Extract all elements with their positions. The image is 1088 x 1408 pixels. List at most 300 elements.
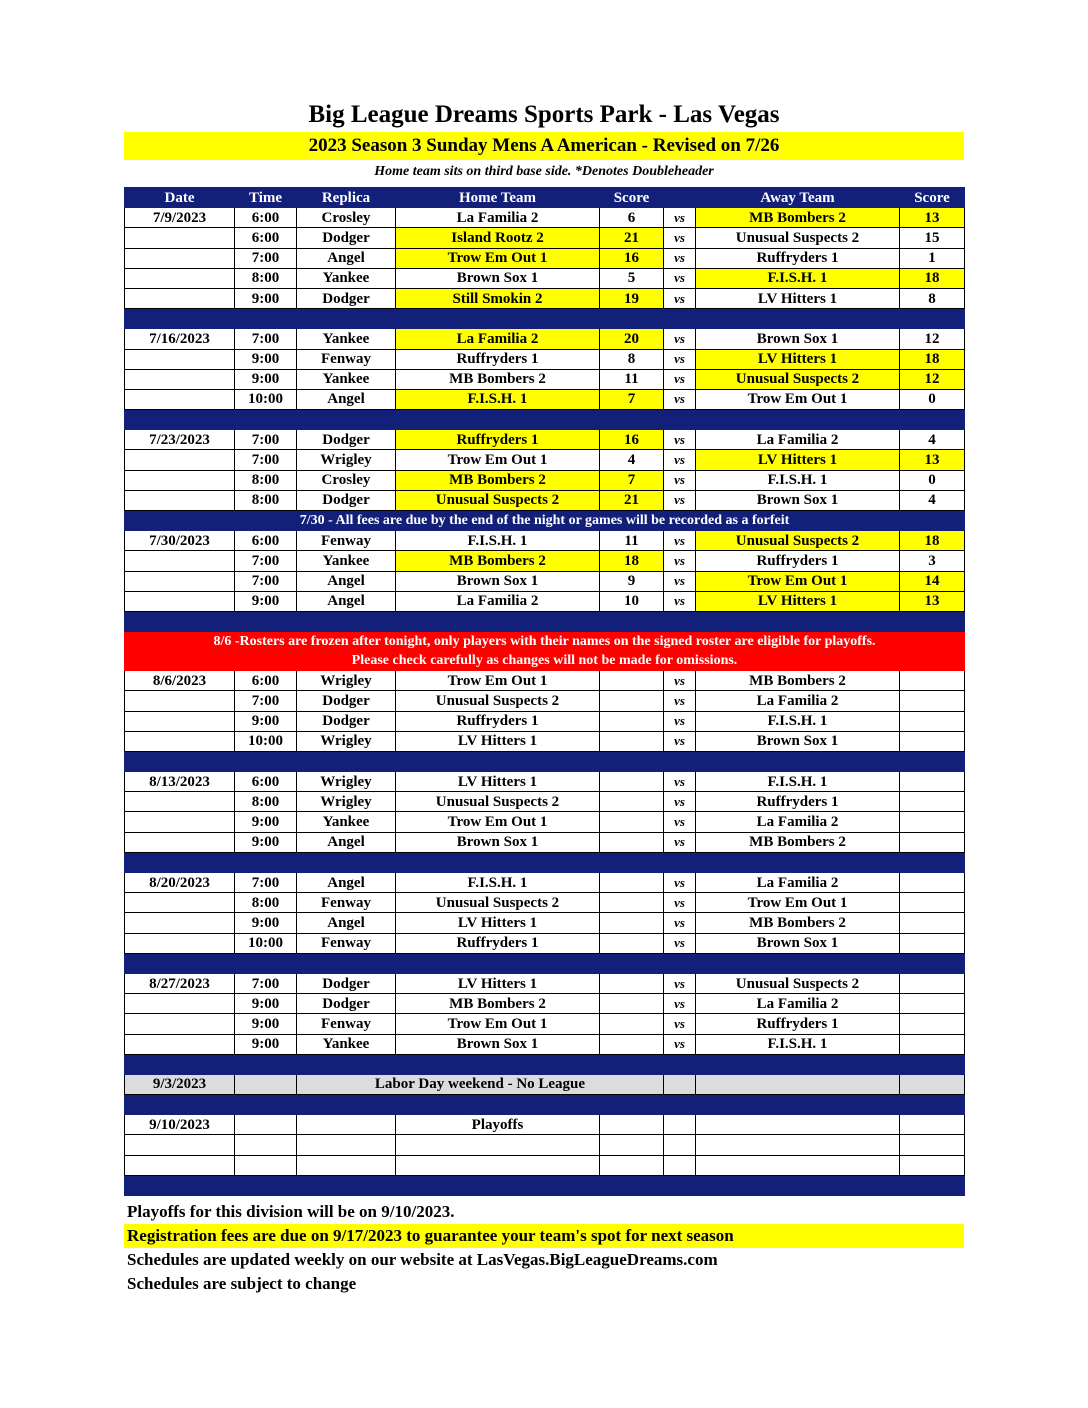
away-team: MB Bombers 2	[696, 913, 900, 933]
season-subtitle: 2023 Season 3 Sunday Mens A American - Revised on 7/26	[124, 132, 964, 160]
separator-cell	[600, 751, 664, 771]
away-score	[900, 1155, 965, 1175]
separator-cell	[235, 1095, 297, 1115]
separator-cell	[600, 1054, 664, 1074]
game-time: 6:00	[235, 671, 297, 691]
separator-cell	[235, 953, 297, 973]
away-team: Ruffryders 1	[696, 248, 900, 268]
holiday-text: Labor Day weekend - No League	[297, 1074, 664, 1094]
table-row	[125, 450, 965, 470]
col-header-away-score: Score	[900, 188, 965, 208]
separator-cell	[664, 852, 696, 872]
away-team: LV Hitters 1	[696, 349, 900, 369]
game-time: 7:00	[235, 571, 297, 591]
away-team: LV Hitters 1	[696, 288, 900, 308]
table-row	[125, 832, 965, 852]
change-note: Schedules are subject to change	[127, 1274, 357, 1293]
table-row	[125, 731, 965, 751]
vs-label: vs	[664, 288, 696, 308]
away-team: F.I.S.H. 1	[696, 1034, 900, 1054]
home-team: MB Bombers 2	[396, 994, 600, 1014]
vs-label: vs	[664, 711, 696, 731]
separator-cell	[900, 1175, 965, 1195]
away-team: F.I.S.H. 1	[696, 470, 900, 490]
game-time: 9:00	[235, 369, 297, 389]
separator-cell	[900, 410, 965, 430]
home-score: 18	[600, 551, 664, 571]
separator-cell	[600, 410, 664, 430]
field-name: Angel	[297, 873, 396, 893]
roster-alert-line-1: 8/6 -Rosters are frozen after tonight, only players with their names on the signed roster are eligible for playoffs.	[213, 634, 876, 650]
separator-cell	[600, 953, 664, 973]
table-row	[125, 248, 965, 268]
schedule-body	[125, 208, 965, 1196]
game-date	[125, 832, 235, 852]
table-row	[125, 711, 965, 731]
home-team: Brown Sox 1	[396, 1034, 600, 1054]
away-score: 8	[900, 288, 965, 308]
home-team: La Familia 2	[396, 591, 600, 611]
field-name: Wrigley	[297, 671, 396, 691]
vs-label: vs	[664, 208, 696, 228]
empty-cell	[696, 1074, 900, 1094]
vs-label: vs	[664, 1014, 696, 1034]
home-score	[600, 711, 664, 731]
home-team: Ruffryders 1	[396, 349, 600, 369]
home-score: 11	[600, 369, 664, 389]
home-team	[396, 1135, 600, 1155]
home-score: 20	[600, 329, 664, 349]
game-time	[235, 1115, 297, 1135]
away-team: Unusual Suspects 2	[696, 531, 900, 551]
home-score	[600, 873, 664, 893]
separator-cell	[125, 953, 235, 973]
away-team	[696, 1155, 900, 1175]
separator-cell	[664, 751, 696, 771]
field-name: Dodger	[297, 490, 396, 510]
away-team: Trow Em Out 1	[696, 389, 900, 409]
field-name: Fenway	[297, 349, 396, 369]
separator-cell	[396, 1054, 600, 1074]
vs-label: vs	[664, 973, 696, 993]
home-score	[600, 832, 664, 852]
field-name: Dodger	[297, 430, 396, 450]
home-score	[600, 994, 664, 1014]
vs-label: vs	[664, 913, 696, 933]
separator-cell	[600, 1175, 664, 1195]
separator-cell	[900, 852, 965, 872]
separator-cell	[600, 309, 664, 329]
home-score	[600, 1014, 664, 1034]
vs-label: vs	[664, 591, 696, 611]
home-team: Playoffs	[396, 1115, 600, 1135]
game-date	[125, 490, 235, 510]
away-team: Unusual Suspects 2	[696, 369, 900, 389]
field-name: Dodger	[297, 691, 396, 711]
vs-label: vs	[664, 1034, 696, 1054]
away-score: 0	[900, 389, 965, 409]
away-score: 18	[900, 268, 965, 288]
separator-cell	[125, 1054, 235, 1074]
table-row	[125, 1034, 965, 1054]
field-name: Yankee	[297, 369, 396, 389]
website-note: Schedules are updated weekly on our website at LasVegas.BigLeagueDreams.com	[127, 1250, 718, 1269]
home-score	[600, 671, 664, 691]
vs-label: vs	[664, 792, 696, 812]
separator-cell	[297, 309, 396, 329]
away-score	[900, 933, 965, 953]
home-team: F.I.S.H. 1	[396, 389, 600, 409]
away-score	[900, 994, 965, 1014]
table-row	[125, 551, 965, 571]
table-row	[125, 1135, 965, 1155]
game-date	[125, 933, 235, 953]
game-time: 7:00	[235, 873, 297, 893]
table-row	[125, 208, 965, 228]
table-row	[125, 571, 965, 591]
game-date: 7/30/2023	[125, 531, 235, 551]
game-time: 9:00	[235, 812, 297, 832]
away-team	[696, 1115, 900, 1135]
field-name: Fenway	[297, 893, 396, 913]
home-score: 10	[600, 591, 664, 611]
game-time: 7:00	[235, 248, 297, 268]
home-score	[600, 812, 664, 832]
vs-label: vs	[664, 832, 696, 852]
away-team: MB Bombers 2	[696, 208, 900, 228]
game-time: 10:00	[235, 731, 297, 751]
away-score: 12	[900, 329, 965, 349]
field-name: Yankee	[297, 268, 396, 288]
game-time: 8:00	[235, 490, 297, 510]
field-name: Angel	[297, 591, 396, 611]
home-score: 11	[600, 531, 664, 551]
separator-cell	[396, 410, 600, 430]
home-team: Trow Em Out 1	[396, 450, 600, 470]
away-score: 3	[900, 551, 965, 571]
table-row	[125, 349, 965, 369]
away-team: MB Bombers 2	[696, 832, 900, 852]
field-name: Wrigley	[297, 792, 396, 812]
vs-label: vs	[664, 450, 696, 470]
field-name: Dodger	[297, 288, 396, 308]
separator-cell	[297, 751, 396, 771]
game-time: 9:00	[235, 591, 297, 611]
vs-label: vs	[664, 268, 696, 288]
vs-label: vs	[664, 329, 696, 349]
table-row	[125, 772, 965, 792]
vs-label	[664, 1155, 696, 1175]
week-separator-row	[125, 410, 965, 430]
home-score	[600, 893, 664, 913]
game-time	[235, 1155, 297, 1175]
table-row	[125, 490, 965, 510]
home-score	[600, 973, 664, 993]
home-team: Ruffryders 1	[396, 933, 600, 953]
home-team: LV Hitters 1	[396, 772, 600, 792]
away-team: LV Hitters 1	[696, 450, 900, 470]
separator-cell	[664, 1095, 696, 1115]
table-row	[125, 933, 965, 953]
roster-alert	[125, 632, 965, 671]
vs-label: vs	[664, 571, 696, 591]
field-name	[297, 1135, 396, 1155]
week-separator-row	[125, 1095, 965, 1115]
game-time: 8:00	[235, 470, 297, 490]
table-row	[125, 913, 965, 933]
away-score: 14	[900, 571, 965, 591]
away-team: Ruffryders 1	[696, 1014, 900, 1034]
vs-label: vs	[664, 349, 696, 369]
away-score	[900, 711, 965, 731]
home-score: 9	[600, 571, 664, 591]
separator-cell	[235, 1054, 297, 1074]
separator-cell	[297, 1175, 396, 1195]
game-date: 9/3/2023	[125, 1074, 235, 1094]
field-name: Angel	[297, 832, 396, 852]
vs-label: vs	[664, 248, 696, 268]
home-score	[600, 913, 664, 933]
table-row	[125, 369, 965, 389]
field-name	[297, 1115, 396, 1135]
game-time: 8:00	[235, 893, 297, 913]
separator-cell	[900, 1054, 965, 1074]
away-team: La Familia 2	[696, 430, 900, 450]
separator-cell	[696, 1175, 900, 1195]
game-date	[125, 792, 235, 812]
away-team: Brown Sox 1	[696, 329, 900, 349]
game-date: 8/27/2023	[125, 973, 235, 993]
home-score	[600, 1135, 664, 1155]
separator-cell	[235, 309, 297, 329]
vs-label: vs	[664, 389, 696, 409]
fee-notice-text: 7/30 - All fees are due by the end of the night or games will be recorded as a forfeit	[125, 511, 965, 531]
vs-label: vs	[664, 671, 696, 691]
separator-cell	[396, 953, 600, 973]
home-score	[600, 933, 664, 953]
game-date	[125, 268, 235, 288]
home-score: 4	[600, 450, 664, 470]
vs-label	[664, 1115, 696, 1135]
home-team	[396, 1155, 600, 1175]
separator-cell	[235, 1175, 297, 1195]
home-score	[600, 1034, 664, 1054]
game-date	[125, 551, 235, 571]
field-name: Fenway	[297, 531, 396, 551]
table-row	[125, 430, 965, 450]
away-score	[900, 772, 965, 792]
table-row	[125, 1014, 965, 1034]
week-separator-row	[125, 1175, 965, 1195]
separator-cell	[696, 309, 900, 329]
field-name: Dodger	[297, 711, 396, 731]
away-team: La Familia 2	[696, 994, 900, 1014]
game-date: 9/10/2023	[125, 1115, 235, 1135]
roster-alert-row	[125, 632, 965, 671]
table-row	[125, 1115, 965, 1135]
game-date	[125, 691, 235, 711]
home-team-note: Home team sits on third base side. *Denotes Doubleheader	[374, 164, 714, 179]
vs-label: vs	[664, 430, 696, 450]
field-name: Yankee	[297, 329, 396, 349]
separator-cell	[235, 410, 297, 430]
separator-cell	[297, 953, 396, 973]
table-row	[125, 873, 965, 893]
away-team: Brown Sox 1	[696, 731, 900, 751]
away-score: 15	[900, 228, 965, 248]
game-date: 8/13/2023	[125, 772, 235, 792]
separator-cell	[600, 611, 664, 631]
week-separator-row	[125, 1054, 965, 1074]
home-score	[600, 731, 664, 751]
table-row	[125, 591, 965, 611]
home-team: Brown Sox 1	[396, 832, 600, 852]
home-team: F.I.S.H. 1	[396, 531, 600, 551]
game-date	[125, 711, 235, 731]
separator-cell	[235, 611, 297, 631]
away-score	[900, 873, 965, 893]
game-time: 6:00	[235, 228, 297, 248]
separator-cell	[125, 611, 235, 631]
game-date	[125, 248, 235, 268]
home-team: LV Hitters 1	[396, 973, 600, 993]
field-name: Angel	[297, 248, 396, 268]
game-date: 7/16/2023	[125, 329, 235, 349]
week-separator-row	[125, 309, 965, 329]
roster-alert-line-2: Please check carefully as changes will not be made for omissions.	[351, 653, 738, 669]
game-date	[125, 470, 235, 490]
game-date	[125, 349, 235, 369]
separator-cell	[396, 611, 600, 631]
game-date	[125, 1155, 235, 1175]
separator-cell	[297, 1095, 396, 1115]
holiday-row	[125, 1074, 965, 1094]
separator-cell	[297, 852, 396, 872]
col-header-replica: Replica	[297, 188, 396, 208]
separator-cell	[396, 852, 600, 872]
separator-cell	[600, 852, 664, 872]
game-time: 6:00	[235, 208, 297, 228]
table-row	[125, 329, 965, 349]
away-score: 13	[900, 208, 965, 228]
home-team: La Familia 2	[396, 329, 600, 349]
field-name: Angel	[297, 913, 396, 933]
separator-cell	[696, 611, 900, 631]
vs-label: vs	[664, 893, 696, 913]
vs-label: vs	[664, 470, 696, 490]
game-time: 9:00	[235, 1014, 297, 1034]
game-date: 8/20/2023	[125, 873, 235, 893]
home-score: 16	[600, 248, 664, 268]
vs-label: vs	[664, 490, 696, 510]
game-date	[125, 228, 235, 248]
separator-cell	[900, 953, 965, 973]
away-score	[900, 691, 965, 711]
table-row	[125, 812, 965, 832]
home-team: La Familia 2	[396, 208, 600, 228]
separator-cell	[396, 1175, 600, 1195]
week-separator-row	[125, 953, 965, 973]
game-time: 7:00	[235, 973, 297, 993]
away-score: 1	[900, 248, 965, 268]
home-team: Trow Em Out 1	[396, 248, 600, 268]
home-score: 21	[600, 228, 664, 248]
separator-cell	[696, 1095, 900, 1115]
field-name: Yankee	[297, 1034, 396, 1054]
separator-cell	[696, 953, 900, 973]
separator-cell	[396, 1095, 600, 1115]
table-row	[125, 288, 965, 308]
col-header-vs	[664, 188, 696, 208]
vs-label: vs	[664, 933, 696, 953]
table-row	[125, 268, 965, 288]
table-row	[125, 994, 965, 1014]
away-score	[900, 671, 965, 691]
home-team: Unusual Suspects 2	[396, 792, 600, 812]
home-team: Unusual Suspects 2	[396, 490, 600, 510]
separator-cell	[297, 410, 396, 430]
game-date: 8/6/2023	[125, 671, 235, 691]
away-score: 0	[900, 470, 965, 490]
game-date	[125, 812, 235, 832]
separator-cell	[664, 1175, 696, 1195]
field-name: Wrigley	[297, 450, 396, 470]
away-score: 13	[900, 450, 965, 470]
home-team: Still Smokin 2	[396, 288, 600, 308]
separator-cell	[297, 1054, 396, 1074]
table-row	[125, 470, 965, 490]
game-date	[125, 571, 235, 591]
table-row	[125, 691, 965, 711]
separator-cell	[900, 611, 965, 631]
separator-cell	[125, 309, 235, 329]
away-score	[900, 1034, 965, 1054]
game-time: 9:00	[235, 288, 297, 308]
game-date	[125, 591, 235, 611]
col-header-home-team: Home Team	[396, 188, 600, 208]
field-name: Crosley	[297, 208, 396, 228]
separator-cell	[900, 1095, 965, 1115]
away-team: Brown Sox 1	[696, 933, 900, 953]
home-team: MB Bombers 2	[396, 551, 600, 571]
separator-cell	[696, 751, 900, 771]
home-score: 21	[600, 490, 664, 510]
separator-cell	[696, 410, 900, 430]
game-date	[125, 369, 235, 389]
home-team: Brown Sox 1	[396, 571, 600, 591]
home-score: 5	[600, 268, 664, 288]
vs-label: vs	[664, 812, 696, 832]
home-score	[600, 792, 664, 812]
home-team: Unusual Suspects 2	[396, 893, 600, 913]
separator-cell	[235, 751, 297, 771]
vs-label: vs	[664, 731, 696, 751]
col-header-date: Date	[125, 188, 235, 208]
separator-cell	[125, 1175, 235, 1195]
field-name	[297, 1155, 396, 1175]
game-time	[235, 1135, 297, 1155]
field-name: Yankee	[297, 812, 396, 832]
separator-cell	[600, 1095, 664, 1115]
away-score	[900, 893, 965, 913]
separator-cell	[696, 852, 900, 872]
away-score	[900, 812, 965, 832]
home-team: Island Rootz 2	[396, 228, 600, 248]
home-team: Ruffryders 1	[396, 711, 600, 731]
away-score: 13	[900, 591, 965, 611]
away-score	[900, 1014, 965, 1034]
separator-cell	[235, 852, 297, 872]
